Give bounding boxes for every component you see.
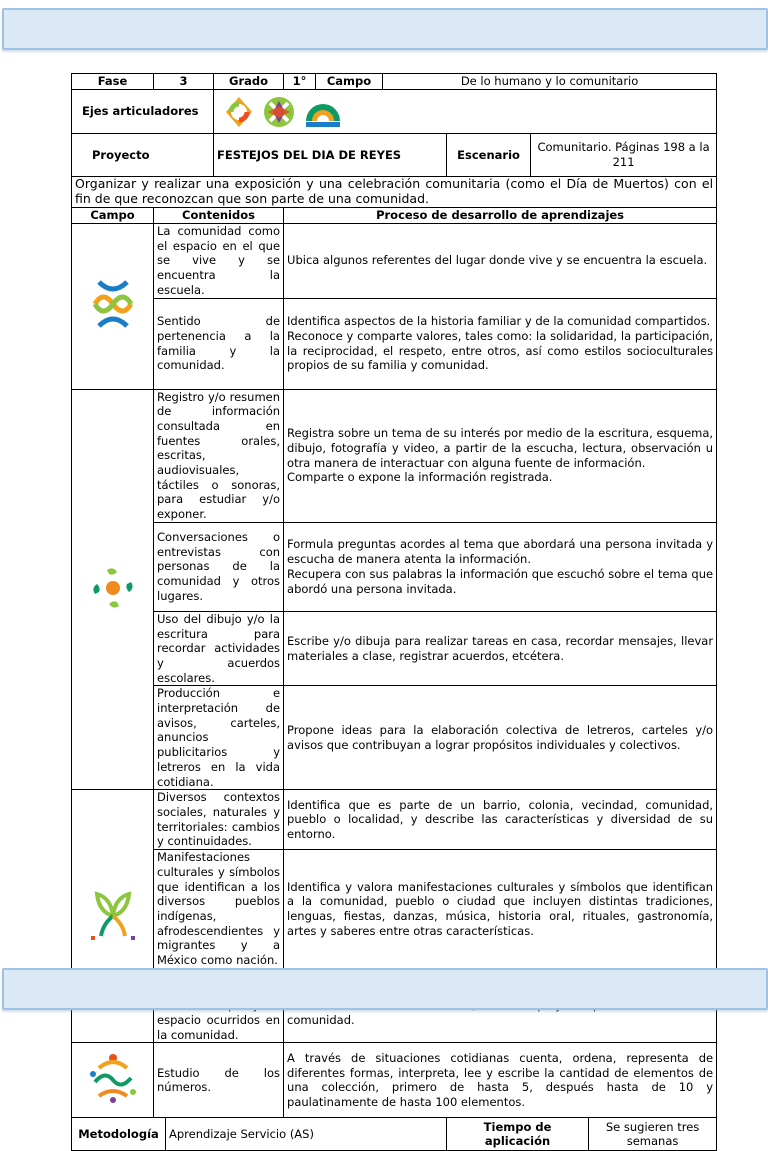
eje-interculturalidad-icon <box>262 95 296 129</box>
contenido-cell: espacio ocurridos en la comunidad. <box>154 968 284 1043</box>
description-row <box>72 177 717 208</box>
contenido-cell: Registro y/o resumen de información consultada en fuentes orales, escritas, audiovisuales, táctiles o sonoras, para estudiar y/o exponer. <box>154 389 284 522</box>
col-campo: Campo <box>72 208 154 224</box>
col-contenidos: Contenidos <box>154 208 284 224</box>
grado-value: 1° <box>284 74 316 90</box>
tiempo-value: Se sugieren tres semanas <box>589 1118 717 1151</box>
proceso-cell: Propone ideas para la elaboración colectiva de letreros, carteles y/o avisos que contribuyan a lograr propósitos individuales y colectivos. <box>284 686 717 790</box>
contenido-cell: Uso del dibujo y/o la escritura para recordar actividades y acuerdos escolares. <box>154 611 284 686</box>
proceso-cell: Ubica algunos referentes del lugar donde vive y se encuentra la escuela. <box>284 224 717 299</box>
proceso-cell: A través de situaciones cotidianas cuenta, ordena, representa de diferentes formas, interpreta, lee y escribe la cantidad de elementos de una colección, primero de hasta 5, después hasta de 10 y paulatinamente de hasta 100 elementos. <box>284 1043 717 1118</box>
proceso-cell: Escribe y/o dibuja para realizar tareas en casa, recordar mensajes, llevar materiales a clase, registrar acuerdos, etcétera. <box>284 611 717 686</box>
contenido-cell: Producción e interpretación de avisos, carteles, anuncios publicitarios y letreros en la vida cotidiana. <box>154 686 284 790</box>
section-icon-cell <box>72 389 154 790</box>
escenario-label: Escenario <box>447 134 531 177</box>
campo-label: Campo <box>316 74 383 90</box>
proyecto-row <box>72 134 717 177</box>
contenido-cell: Estudio de los números. <box>154 1043 284 1118</box>
tiempo-label: Tiempo de aplicación <box>447 1118 589 1151</box>
metodologia-value: Aprendizaje Servicio (AS) <box>166 1118 447 1151</box>
proceso-cell: Identifica aspectos de la historia familiar y de la comunidad compartidos. Reconoce y comparte valores, tales como: la solidaridad, la participación, la reciprocidad, el respeto, entre otros, así como estilos socioculturales propios de su familia y comunidad. <box>284 298 717 389</box>
ejes-label: Ejes articuladores <box>72 90 214 134</box>
table-row <box>72 389 717 522</box>
contenido-cell: Manifestaciones culturales y símbolos que identifican a los diversos pueblos indígenas, afrodescendientes y migrantes y a México como nación. <box>154 850 284 969</box>
contenido-cell: Conversaciones o entrevistas con personas de la comunidad y otros lugares. <box>154 522 284 611</box>
escenario-value: Comunitario. Páginas 198 a la 211 <box>531 134 717 177</box>
section-icon-cell <box>72 1043 154 1118</box>
col-proceso: Proceso de desarrollo de aprendizajes <box>284 208 717 224</box>
bottom-banner <box>2 968 768 1010</box>
columns-row <box>72 208 717 224</box>
grado-label: Grado <box>214 74 284 90</box>
etica-naturaleza-icon <box>89 886 137 942</box>
header-row-1 <box>72 74 717 90</box>
section-icon-cell <box>72 224 154 390</box>
contenido-cell: Sentido de pertenencia a la familia y la comunidad. <box>154 298 284 389</box>
proyecto-value: FESTEJOS DEL DIA DE REYES <box>214 134 447 177</box>
contenido-cell: Diversos contextos sociales, naturales y territoriales: cambios y continuidades. <box>154 790 284 850</box>
eje-artes-icon <box>302 95 344 129</box>
ejes-row <box>72 90 717 134</box>
table-row <box>72 224 717 299</box>
de-lo-humano-icon <box>89 278 137 330</box>
table-row <box>72 790 717 850</box>
lenguajes-icon <box>89 564 137 612</box>
table-row <box>72 522 717 611</box>
table-row <box>72 298 717 389</box>
table-row <box>72 850 717 969</box>
saberes-icon <box>87 1052 139 1104</box>
fase-label: Fase <box>72 74 154 90</box>
proceso-cell: Registra sobre un tema de su interés por medio de la escritura, esquema, dibujo, fotografía y video, a partir de la escucha, lectura, observación u otra manera de interactuar con alguna fuente de información. Comparte o expone la información registrada. <box>284 389 717 522</box>
proceso-cell: comunidad. <box>284 968 717 1043</box>
proyecto-label: Proyecto <box>72 134 214 177</box>
proceso-cell: Identifica y valora manifestaciones culturales y símbolos que identifican a la comunidad, pueblo o ciudad que incluyen distintas tradiciones, lenguas, fiestas, danzas, música, historia oral, rituales, gastronomía, artes y saberes entre otras características. <box>284 850 717 969</box>
fase-value: 3 <box>154 74 214 90</box>
proceso-cell: Identifica que es parte de un barrio, colonia, vecindad, comunidad, pueblo o localidad, y describe las características y diversidad de su entorno. <box>284 790 717 850</box>
table-row <box>72 611 717 686</box>
project-description: Organizar y realizar una exposición y una celebración comunitaria (como el Día de Muertos) con el fin de que reconozcan que son parte de una comunidad. <box>72 177 717 208</box>
table-row <box>72 686 717 790</box>
footer-row <box>72 1118 717 1151</box>
ejes-icons-cell <box>214 90 717 134</box>
campo-value: De lo humano y lo comunitario <box>383 74 717 90</box>
table-row <box>72 1043 717 1118</box>
eje-inclusion-icon <box>222 95 256 129</box>
proceso-cell: Formula preguntas acordes al tema que abordará una persona invitada y escucha de manera atenta la información. Recupera con sus palabras la información que escuchó sobre el tema que abordó una persona invitada. <box>284 522 717 611</box>
top-banner <box>2 8 768 50</box>
metodologia-label: Metodología <box>72 1118 166 1151</box>
contenido-cell: La comunidad como el espacio en el que se vive y se encuentra la escuela. <box>154 224 284 299</box>
